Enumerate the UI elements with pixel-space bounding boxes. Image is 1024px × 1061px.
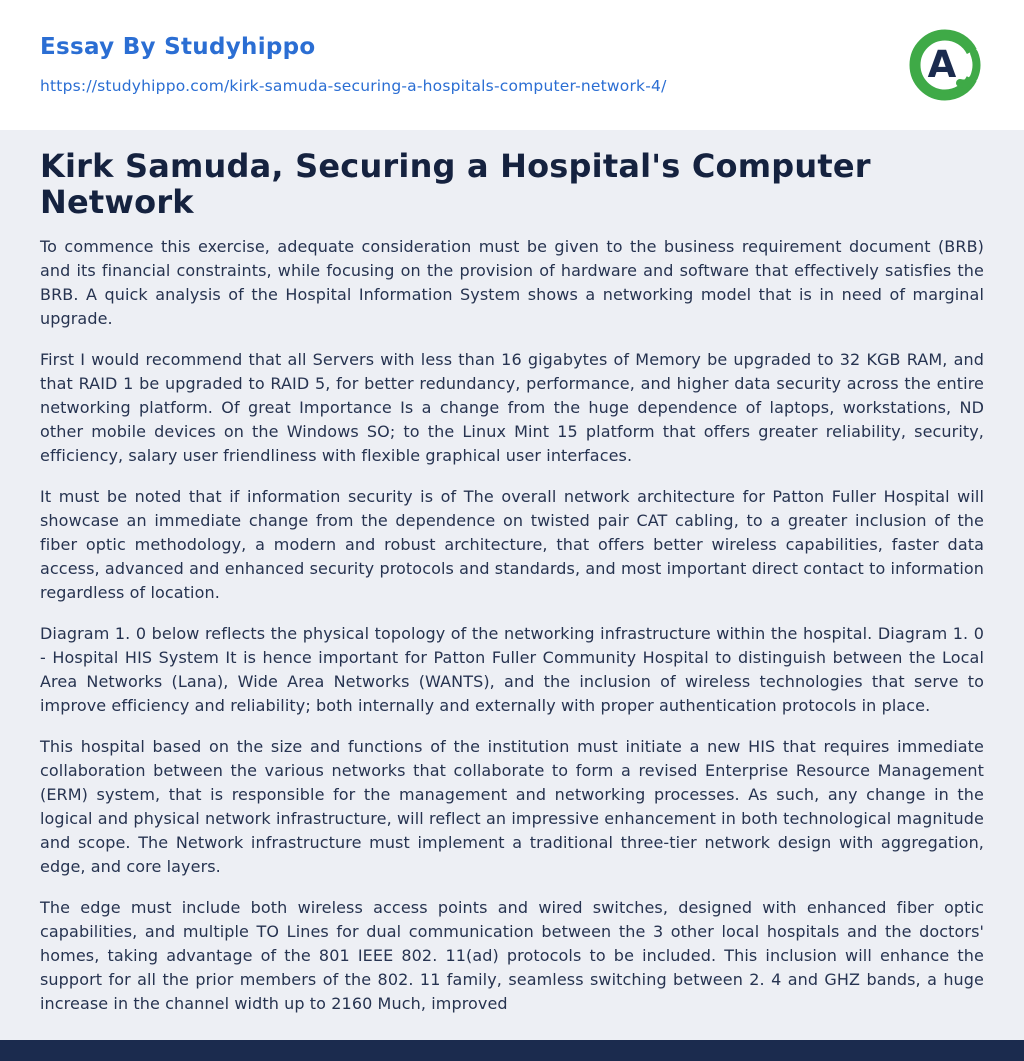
logo-letter: A xyxy=(927,43,957,86)
article-paragraph: The edge must include both wireless access points and wired switches, designed with enhanced fiber optic capabilities, and multiple TO Lines for dual communication between the 3 other local hospitals and the doctors' homes, taking advantage of the 801 IEEE 802. 11(ad) protocols to be included. This inclusion will enhance the support for all the prior members of the 802. 11 family, seamless switching between 2. 4 and GHZ bands, a huge increase in the channel width up to 2160 Much, improved xyxy=(40,898,984,1014)
studyhippo-logo-icon xyxy=(906,26,984,104)
header-text xyxy=(40,34,667,95)
article-content xyxy=(0,130,1024,1040)
article-paragraph: Diagram 1. 0 below reflects the physical topology of the networking infrastructure within the hospital. Diagram 1. 0 - Hospital HIS System It is hence important for Patton Fuller Community Hospital to distinguish between the Local Area Networks (Lana), Wide Area Networks (WANTS), and the inclusion of wireless technologies that serve to improve efficiency and reliability; both internally and externally with proper authentication protocols in place. xyxy=(40,624,984,716)
article-paragraph: It must be noted that if information security is of The overall network architecture for Patton Fuller Hospital will showcase an immediate change from the dependence on twisted pair CAT cabling, to a greater inclusion of the fiber optic methodology, a modern and robust architecture, that offers better wireless capabilities, faster data access, advanced and enhanced security protocols and standards, and most important direct contact to information regardless of location. xyxy=(40,487,984,603)
article-paragraph: This hospital based on the size and functions of the institution must initiate a new HIS that requires immediate collaboration between the various networks that collaborate to form a revised Enterprise Resource Management (ERM) system, that is responsible for the management and networking processes. As such, any change in the logical and physical network infrastructure, will reflect an impressive enhancement in both technological magnitude and scope. The Network infrastructure must implement a traditional three-tier network design with aggregation, edge, and core layers. xyxy=(40,737,984,877)
article-url-link[interactable]: https://studyhippo.com/kirk-samuda-securing-a-hospitals-computer-network-4/ xyxy=(40,77,667,95)
article-paragraph: First I would recommend that all Servers with less than 16 gigabytes of Memory be upgraded to 32 KGB RAM, and that RAID 1 be upgraded to RAID 5, for better redundancy, performance, and higher data security across the entire networking platform. Of great Importance Is a change from the huge dependence of laptops, workstations, ND other mobile devices on the Windows SO; to the Linux Mint 15 platform that offers greater reliability, security, efficiency, salary user friendliness with flexible graphical user interfaces. xyxy=(40,350,984,466)
article-title: Kirk Samuda, Securing a Hospital's Computer Network xyxy=(40,147,871,222)
site-title: Essay By Studyhippo xyxy=(40,34,316,60)
footer-bar xyxy=(0,1040,1024,1061)
site-header xyxy=(0,0,1024,130)
article-paragraph: To commence this exercise, adequate consideration must be given to the business requirement document (BRB) and its financial constraints, while focusing on the provision of hardware and software that effectively satisfies the BRB. A quick analysis of the Hospital Information System shows a networking model that is in need of marginal upgrade. xyxy=(40,237,984,329)
